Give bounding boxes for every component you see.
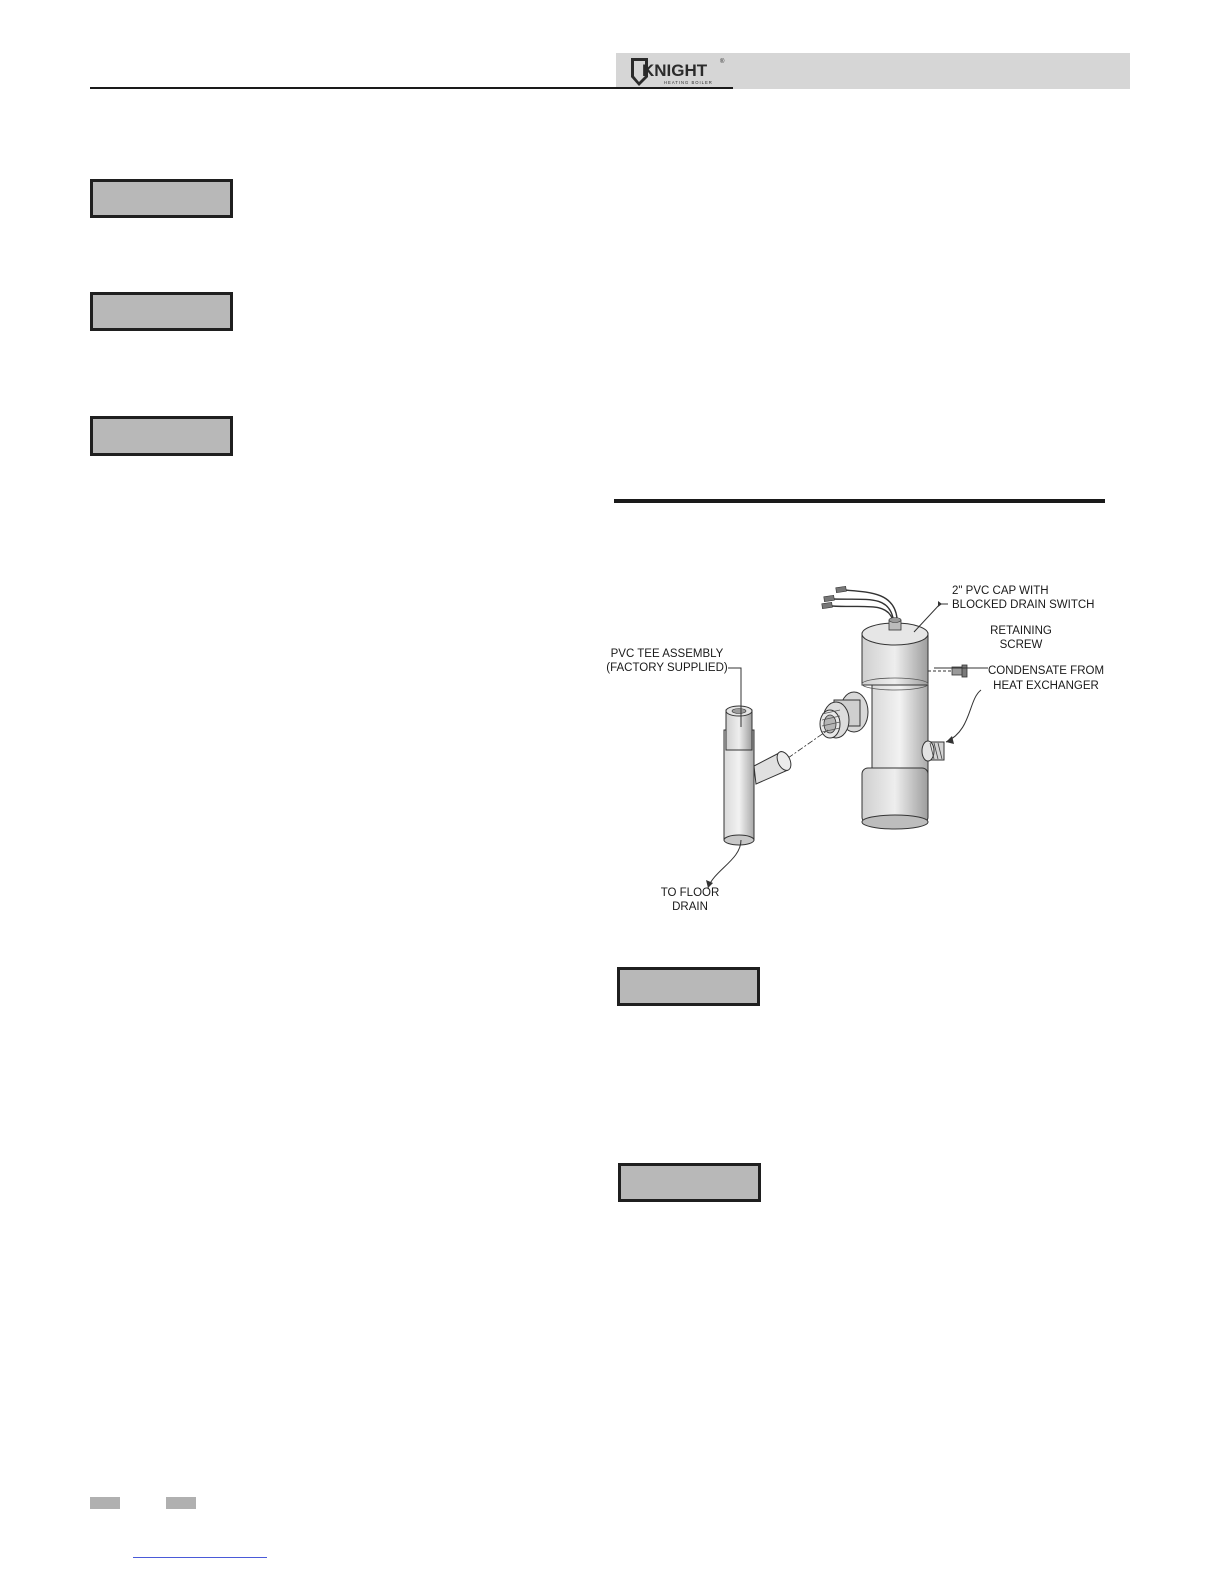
trap-body [862,618,928,830]
switch-wires [832,590,897,618]
condensate-trap-figure [596,570,1116,920]
label-cap-line1: 2" PVC CAP WITH [952,585,1049,597]
notice-box-3 [90,416,233,456]
notice-box-2 [90,292,233,331]
section-rule [614,499,1105,503]
notice-box-4 [617,967,760,1006]
retaining-screw [928,665,967,677]
notice-box-5 [618,1163,761,1202]
label-screw-line2: SCREW [999,639,1043,651]
label-drain-line1: TO FLOOR [660,887,720,899]
wire-terminals [822,586,847,608]
logo-wordmark: KNIGHT [642,61,708,80]
label-cap-line2: BLOCKED DRAIN SWITCH [952,599,1095,611]
label-tee-line1: PVC TEE ASSEMBLY [610,648,724,660]
footer-link[interactable] [133,1557,267,1558]
label-condensate-line2: HEAT EXCHANGER [993,680,1099,692]
label-condensate-line1: CONDENSATE FROM [987,665,1105,677]
arrow-head [946,736,954,744]
barbed-inlet [922,741,944,761]
knight-logo [628,55,738,89]
union-fitting [820,692,868,738]
notice-box-1 [90,179,233,218]
label-screw-line1: RETAINING [990,625,1052,637]
logo-tagline: HEATING BOILER [664,80,713,85]
logo-registered: ® [720,59,725,65]
alignment-line [788,730,828,758]
pvc-tee [724,706,794,845]
label-tee-line2: (FACTORY SUPPLIED) [606,662,728,674]
arrow-head [938,601,942,607]
label-drain-line2: DRAIN [672,901,708,913]
footer-tag-2 [166,1497,196,1509]
footer-tag-1 [90,1497,120,1509]
